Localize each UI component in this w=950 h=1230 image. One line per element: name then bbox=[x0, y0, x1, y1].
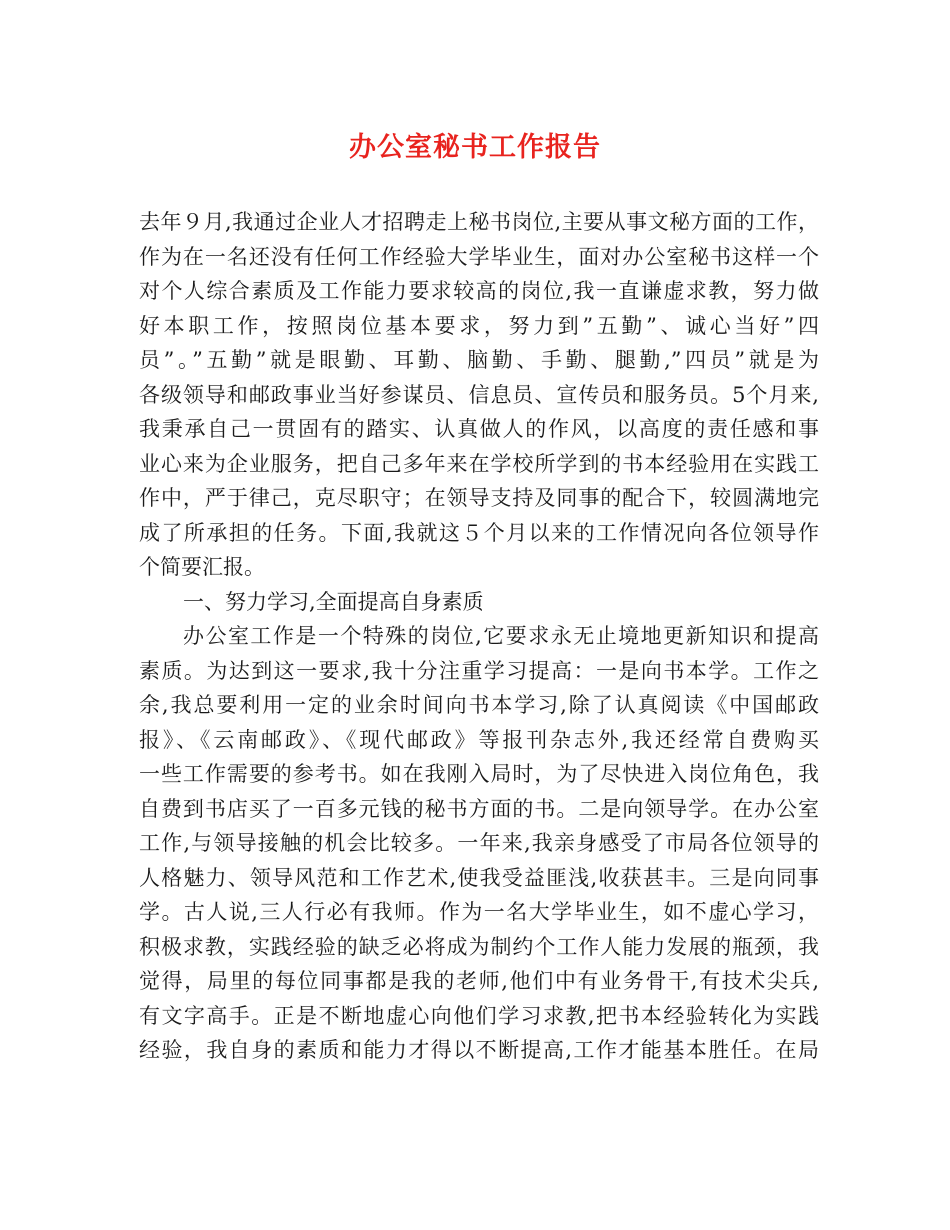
body-line: 素质。为达到这一要求,我十分注重学习提高：一是向书本学。工作之 bbox=[139, 658, 819, 683]
body-line: 去年９月,我通过企业人才招聘走上秘书岗位,主要从事文秘方面的工作， bbox=[139, 210, 819, 234]
body-line: 报》、《云南邮政》、《现代邮政》等报刊杂志外,我还经常自费购买 bbox=[139, 727, 819, 752]
body-line: 好本职工作，按照岗位基本要求，努力到”五勤”、诚心当好”四 bbox=[139, 313, 819, 338]
body-line: 人格魅力、领导风范和工作艺术,使我受益匪浅,收获甚丰。三是向同事 bbox=[139, 865, 819, 890]
body-line: 学。古人说,三人行必有我师。作为一名大学毕业生，如不虚心学习， bbox=[139, 900, 819, 924]
body-line: 各级领导和邮政事业当好参谋员、信息员、宣传员和服务员。5个月来, bbox=[139, 382, 819, 407]
body-line: 自费到书店买了一百多元钱的秘书方面的书。二是向领导学。在办公室 bbox=[139, 796, 819, 821]
body-line: 一些工作需要的参考书。如在我刚入局时，为了尽快进入岗位角色，我 bbox=[139, 762, 819, 786]
body-line: 有文字高手。正是不断地虚心向他们学习求教,把书本经验转化为实践 bbox=[139, 1003, 819, 1028]
document-title: 办公室秘书工作报告 bbox=[349, 132, 601, 163]
body-line: 工作,与领导接触的机会比较多。一年来,我亲身感受了市局各位领导的 bbox=[139, 831, 819, 855]
body-line: 个简要汇报。 bbox=[139, 555, 265, 579]
body-line: 经验，我自身的素质和能力才得以不断提高,工作才能基本胜任。在局 bbox=[139, 1038, 819, 1062]
body-line: 我秉承自己一贯固有的踏实、认真做人的作风，以高度的责任感和事 bbox=[139, 417, 819, 441]
body-line: 觉得，局里的每位同事都是我的老师,他们中有业务骨干,有技术尖兵, bbox=[139, 969, 819, 993]
body-line: 业心来为企业服务，把自己多年来在学校所学到的书本经验用在实践工 bbox=[139, 451, 819, 476]
body-line: 办公室工作是一个特殊的岗位,它要求永无止境地更新知识和提高 bbox=[183, 624, 819, 648]
body-line: 积极求教，实践经验的缺乏必将成为制约个工作人能力发展的瓶颈，我 bbox=[139, 934, 819, 959]
document-body bbox=[139, 205, 819, 1068]
body-line: 对个人综合素质及工作能力要求较高的岗位,我一直谦虚求教，努力做 bbox=[139, 279, 819, 303]
body-line: 余,我总要利用一定的业余时间向书本学习,除了认真阅读《中国邮政 bbox=[139, 693, 819, 717]
body-line: 一、努力学习,全面提高自身素质 bbox=[183, 589, 484, 614]
body-line: 作为在一名还没有任何工作经验大学毕业生，面对办公室秘书这样一个 bbox=[139, 244, 819, 269]
body-line: 员”。”五勤”就是眼勤、耳勤、脑勤、手勤、腿勤,”四员”就是为 bbox=[139, 348, 819, 372]
body-line: 作中，严于律己，克尽职守；在领导支持及同事的配合下，较圆满地完 bbox=[139, 486, 819, 510]
body-line: 成了所承担的任务。下面,我就这５个月以来的工作情况向各位领导作 bbox=[139, 520, 819, 545]
